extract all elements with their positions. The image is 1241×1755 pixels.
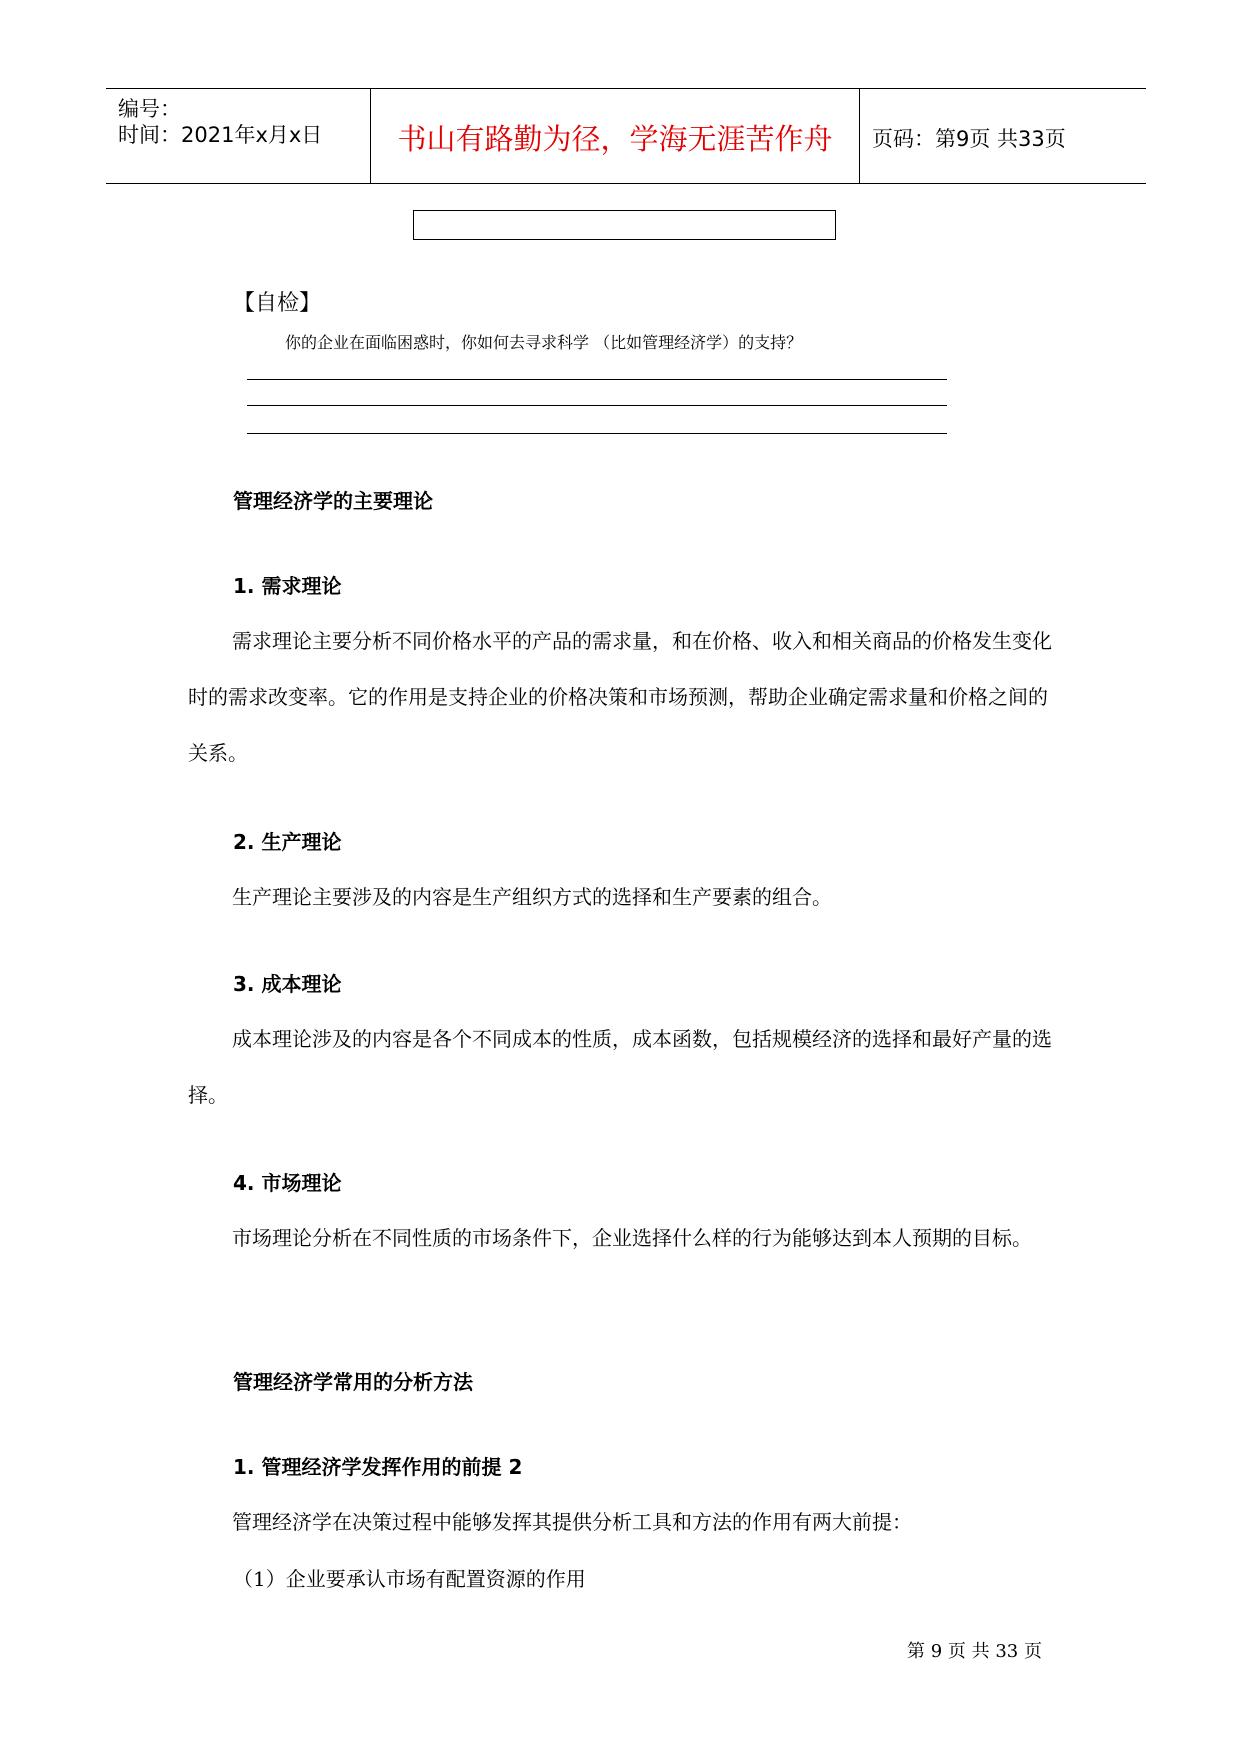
header-left-cell <box>106 89 370 183</box>
paragraph-premise: 管理经济学在决策过程中能够发挥其提供分析工具和方法的作用有两大前提： <box>232 1510 912 1534</box>
document-header <box>106 88 1146 184</box>
answer-line <box>247 433 947 434</box>
header-motto: 书山有路勤为径，学海无涯苦作舟 <box>397 122 833 156</box>
heading-premise: 1. 管理经济学发挥作用的前提 2 <box>233 1455 523 1479</box>
self-check-question: 你的企业在面临困惑时，你如何去寻求科学 （比如管理经济学）的支持？ <box>285 333 803 352</box>
list-item-premise-1: （1）企业要承认市场有配置资源的作用 <box>233 1567 586 1591</box>
self-check-title: 【自检】 <box>233 291 322 316</box>
header-right-cell <box>858 89 1146 183</box>
header-center-cell <box>370 89 860 183</box>
serial-label: 编号： <box>118 97 181 121</box>
time-label: 时间：2021年x月x日 <box>118 123 323 147</box>
heading-demand-theory: 1. 需求理论 <box>233 574 342 598</box>
empty-title-box <box>413 210 836 240</box>
paragraph-market-theory: 市场理论分析在不同性质的市场条件下，企业选择什么样的行为能够达到本人预期的目标。 <box>232 1226 1032 1250</box>
section-title-theories: 管理经济学的主要理论 <box>233 489 433 513</box>
page-footer: 第 9 页 共 33 页 <box>907 1641 1042 1662</box>
paragraph-cost-theory: 成本理论涉及的内容是各个不同成本的性质，成本函数，包括规模经济的选择和最好产量的选择。 <box>188 1027 1052 1107</box>
paragraph-production-theory: 生产理论主要涉及的内容是生产组织方式的选择和生产要素的组合。 <box>232 885 832 909</box>
heading-cost-theory: 3. 成本理论 <box>233 972 342 996</box>
heading-production-theory: 2. 生产理论 <box>233 830 342 854</box>
answer-line <box>247 379 947 380</box>
paragraph-demand-theory: 需求理论主要分析不同价格水平的产品的需求量，和在价格、收入和相关商品的价格发生变化时的需求改变率。它的作用是支持企业的价格决策和市场预测，帮助企业确定需求量和价格之间的关系。 <box>188 629 1052 765</box>
heading-market-theory: 4. 市场理论 <box>233 1171 342 1195</box>
answer-line <box>247 405 947 406</box>
header-page-info: 页码：第9页 共33页 <box>872 127 1066 151</box>
section-title-methods: 管理经济学常用的分析方法 <box>233 1370 473 1394</box>
